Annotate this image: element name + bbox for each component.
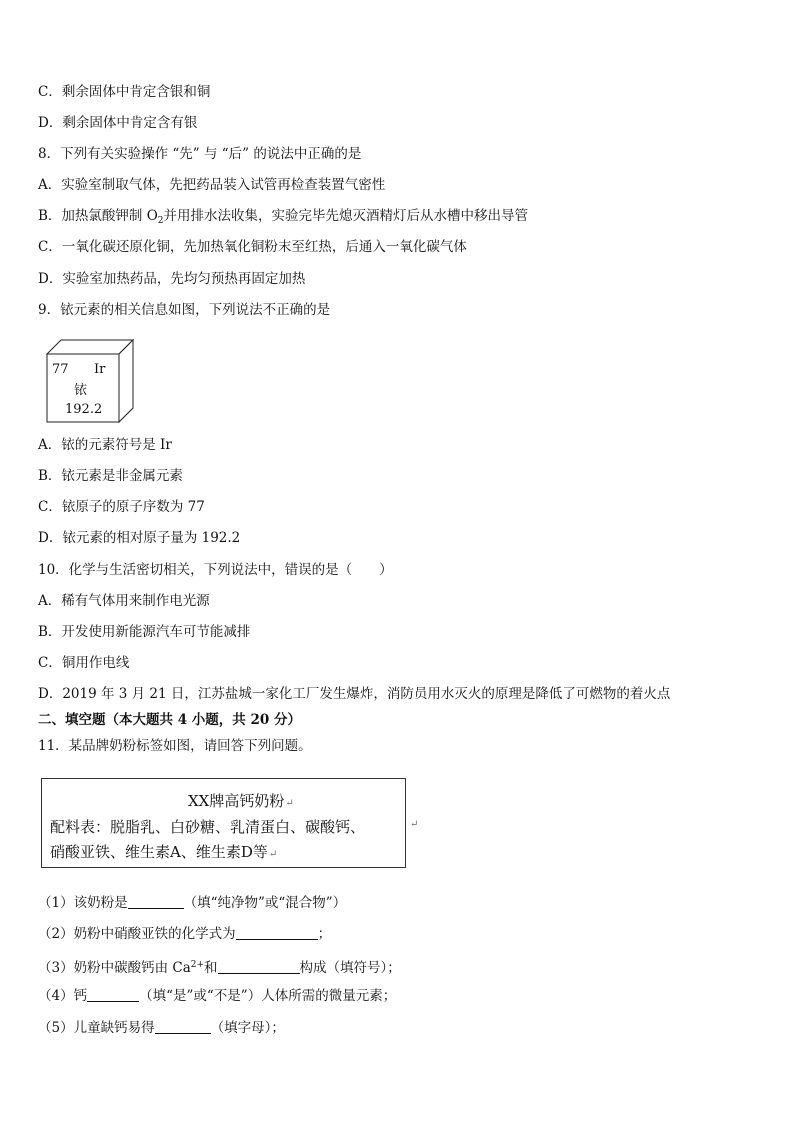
section-heading: 二、填空题（本大题共 4 小题，共 20 分） — [38, 712, 301, 728]
q9-option-b: B．铱元素是非金属元素 — [38, 468, 183, 484]
q11-part2 — [38, 925, 331, 943]
q11-part5-post: （填字母）； — [210, 1020, 285, 1036]
element-name: 铱 — [74, 383, 88, 398]
q11-part2-post: ； — [317, 926, 332, 942]
q10-option-d: D．2019 年 3 月 21 日，江苏盐城一家化工厂发生爆炸，消防员用水灭火的原理是降低了可燃物的着火点 — [38, 686, 671, 702]
q8-option-b-pre: B．加热氯酸钾制 O — [38, 208, 158, 224]
q8-option-d: D．实验室加热药品，先均匀预热再固定加热 — [38, 271, 306, 287]
q8-option-b-subscript: 2 — [157, 216, 164, 226]
answer-blank[interactable] — [236, 925, 318, 940]
q11-part3-mid: 和 — [204, 960, 218, 976]
return-mark-icon: ↵ — [285, 798, 294, 809]
q10-stem: 10．化学与生活密切相关，下列说法中，错误的是（ ） — [38, 562, 393, 578]
q9-option-a: A．铱的元素符号是 Ir — [38, 437, 172, 453]
q11-part5-pre: （5）儿童缺钙易得 — [38, 1020, 155, 1036]
q11-stem: 11．某品牌奶粉标签如图，请回答下列问题。 — [38, 738, 312, 754]
answer-blank[interactable] — [218, 959, 300, 974]
q11-part4 — [38, 987, 396, 1005]
return-mark-icon: ↵ — [268, 849, 278, 860]
q9-option-c: C．铱原子的原子序数为 77 — [38, 499, 205, 515]
q8-option-a: A．实验室制取气体，先把药品装入试管再检查装置气密性 — [38, 177, 386, 193]
q7-option-d: D．剩余固体中肯定含有银 — [38, 115, 198, 131]
element-symbol: Ir — [94, 362, 106, 377]
label-title-text: XX牌高钙奶粉 — [188, 792, 285, 810]
label-ingredients-line2-text: 硝酸亚铁、维生素A、维生素D等 — [50, 843, 268, 861]
q8-option-b — [38, 207, 528, 230]
q11-part5 — [38, 1019, 285, 1037]
q10-option-a: A．稀有气体用来制作电光源 — [38, 593, 210, 609]
q11-part3-post: 构成（填符号）； — [299, 960, 401, 976]
q7-option-c: C．剩余固体中肯定含银和铜 — [38, 84, 211, 100]
answer-blank[interactable] — [87, 987, 139, 1002]
q11-part1-pre: （1）该奶粉是 — [38, 895, 128, 911]
answer-blank[interactable] — [128, 894, 184, 909]
q11-part3-pre: （3）奶粉中碳酸钙由 Ca — [38, 960, 191, 976]
q11-part4-pre: （4）钙 — [38, 988, 88, 1004]
q11-part3-superscript: 2+ — [190, 960, 205, 970]
label-title — [188, 791, 294, 814]
return-mark-icon: ↵ — [410, 819, 419, 830]
q10-option-b: B．开发使用新能源汽车可节能减排 — [38, 624, 251, 640]
q11-part3 — [38, 956, 401, 977]
milk-powder-label — [41, 778, 406, 868]
element-atomic-number: 77 — [52, 362, 69, 377]
q11-part1-post: （填“纯净物”或“混合物”） — [183, 895, 347, 911]
element-cell-figure — [44, 338, 136, 424]
q8-stem: 8．下列有关实验操作 “先” 与 “后” 的说法中正确的是 — [38, 146, 362, 162]
answer-blank[interactable] — [155, 1019, 211, 1034]
q11-part2-pre: （2）奶粉中硝酸亚铁的化学式为 — [38, 926, 236, 942]
label-ingredients-line2 — [50, 842, 277, 865]
q8-option-b-post: 并用排水法收集，实验完毕先熄灭酒精灯后从水槽中移出导管 — [163, 208, 529, 224]
q11-part4-post: （填“是”或“不是”）人体所需的微量元素； — [139, 988, 397, 1004]
q9-option-d: D．铱元素的相对原子量为 192.2 — [38, 530, 241, 546]
q8-option-c: C．一氧化碳还原化铜，先加热氧化铜粉末至红热，后通入一氧化碳气体 — [38, 239, 467, 255]
q11-part1 — [38, 894, 346, 912]
label-ingredients-line1: 配料表：脱脂乳、白砂糖、乳清蛋白、碳酸钙、 — [50, 818, 366, 836]
q9-stem: 9．铱元素的相关信息如图，下列说法不正确的是 — [38, 302, 331, 318]
element-atomic-mass: 192.2 — [65, 402, 103, 417]
q10-option-c: C．铜用作电线 — [38, 655, 130, 671]
